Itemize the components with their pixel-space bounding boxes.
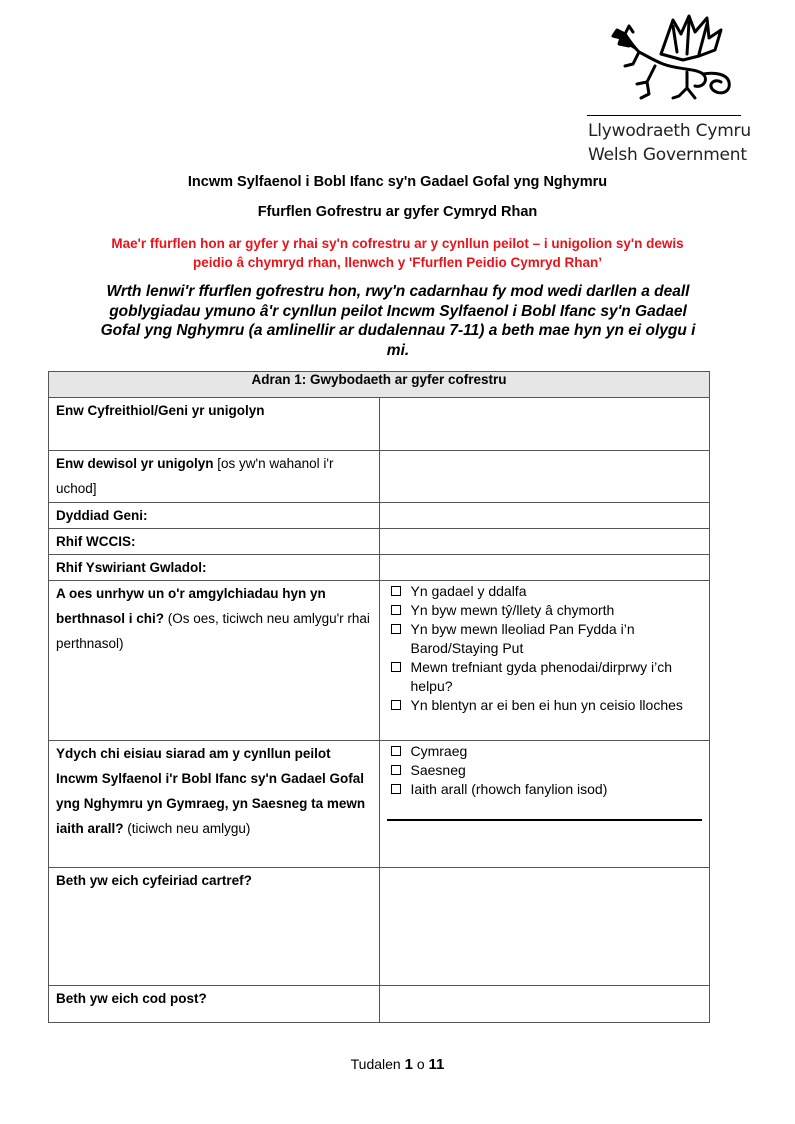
opt-out-notice: Mae'r ffurflen hon ar gyfer y rhai sy'n cofrestru ar y cynllun peilot – i unigolion sy'n dewis peidio â chymryd rhan, llenwch y 'Ffurflen Peidio Cymryd Rhan’	[111, 236, 684, 270]
welsh-dragon-icon	[603, 12, 733, 108]
checkbox[interactable]	[391, 700, 401, 710]
document-title: Incwm Sylfaenol i Bobl Ifanc sy'n Gadael Gofal yng Nghymru	[187, 174, 608, 190]
welsh-government-logo	[585, 12, 751, 167]
language-option[interactable]: Cymraeg	[389, 742, 703, 761]
circumstance-option[interactable]: Yn byw mewn tŷ/llety â chymorth	[389, 601, 703, 620]
ni-number-label: Rhif Yswiriant Gwladol:	[49, 555, 380, 581]
wccis-field[interactable]	[379, 529, 710, 555]
section-heading: Adran 1: Gwybodaeth ar gyfer cofrestru	[49, 372, 710, 398]
circumstance-option[interactable]: Yn blentyn ar ei ben ei hun yn ceisio lloches	[389, 696, 703, 715]
legal-name-field[interactable]	[379, 398, 710, 451]
consent-statement: Wrth lenwi'r ffurflen gofrestru hon, rwy'n cadarnhau fy mod wedi darllen a deall goblygiadau ymuno â'r cynllun peilot Incwm Sylfaenol i Bobl Ifanc sy'n Gadael Gofal yng Nghymru (a amlinellir ar dudalennau 7-11) a beth mae hyn yn ei olygu i mi.	[100, 283, 696, 359]
address-label: Beth yw eich cyfeiriad cartref?	[49, 868, 380, 986]
checkbox[interactable]	[391, 784, 401, 794]
checkbox[interactable]	[391, 624, 401, 634]
checkbox[interactable]	[391, 586, 401, 596]
circumstances-label: A oes unrhyw un o'r amgylchiadau hyn yn berthnasol i chi? (Os oes, ticiwch neu amlygu'r rhai perthnasol)	[49, 581, 380, 741]
checkbox[interactable]	[391, 605, 401, 615]
preferred-name-field[interactable]	[379, 451, 710, 503]
wccis-label: Rhif WCCIS:	[49, 529, 380, 555]
circumstance-option[interactable]: Yn byw mewn lleoliad Pan Fydda i’n Barod/Staying Put	[389, 620, 703, 658]
ni-number-field[interactable]	[379, 555, 710, 581]
page-word: Tudalen	[350, 1056, 401, 1072]
address-field[interactable]	[379, 868, 710, 986]
logo-text-welsh: Llywodraeth Cymru	[588, 121, 751, 141]
checkbox[interactable]	[391, 746, 401, 756]
dob-label: Dyddiad Geni:	[49, 503, 380, 529]
page-total: 11	[428, 1056, 445, 1073]
document-subtitle: Ffurflen Gofrestru ar gyfer Cymryd Rhan	[257, 204, 538, 220]
registration-table	[48, 371, 710, 1023]
checkbox[interactable]	[391, 765, 401, 775]
checkbox[interactable]	[391, 662, 401, 672]
circumstances-options-cell	[379, 581, 710, 741]
language-label: Ydych chi eisiau siarad am y cynllun peilot Incwm Sylfaenol i'r Bobl Ifanc sy'n Gadael Gofal yng Nghymru yn Gymraeg, yn Saesneg ta mewn iaith arall? (ticiwch neu amlygu)	[49, 741, 380, 868]
language-option[interactable]: Iaith arall (rhowch fanylion isod)	[389, 780, 703, 799]
logo-rule	[587, 115, 741, 116]
of-word: o	[416, 1056, 425, 1072]
logo-text-english: Welsh Government	[588, 145, 747, 165]
legal-name-label: Enw Cyfreithiol/Geni yr unigolyn	[49, 398, 380, 451]
preferred-name-label: Enw dewisol yr unigolyn [os yw'n wahanol i'r uchod]	[49, 451, 380, 503]
dob-field[interactable]	[379, 503, 710, 529]
other-language-line[interactable]	[387, 819, 703, 821]
postcode-field[interactable]	[379, 986, 710, 1023]
postcode-label: Beth yw eich cod post?	[49, 986, 380, 1023]
circumstance-option[interactable]: Mewn trefniant gyda phenodai/dirprwy i’ch helpu?	[389, 658, 703, 696]
page-footer	[0, 1056, 795, 1073]
page-number: 1	[404, 1056, 413, 1073]
circumstance-option[interactable]: Yn gadael y ddalfa	[389, 582, 703, 601]
language-option[interactable]: Saesneg	[389, 761, 703, 780]
language-options-cell	[379, 741, 710, 868]
